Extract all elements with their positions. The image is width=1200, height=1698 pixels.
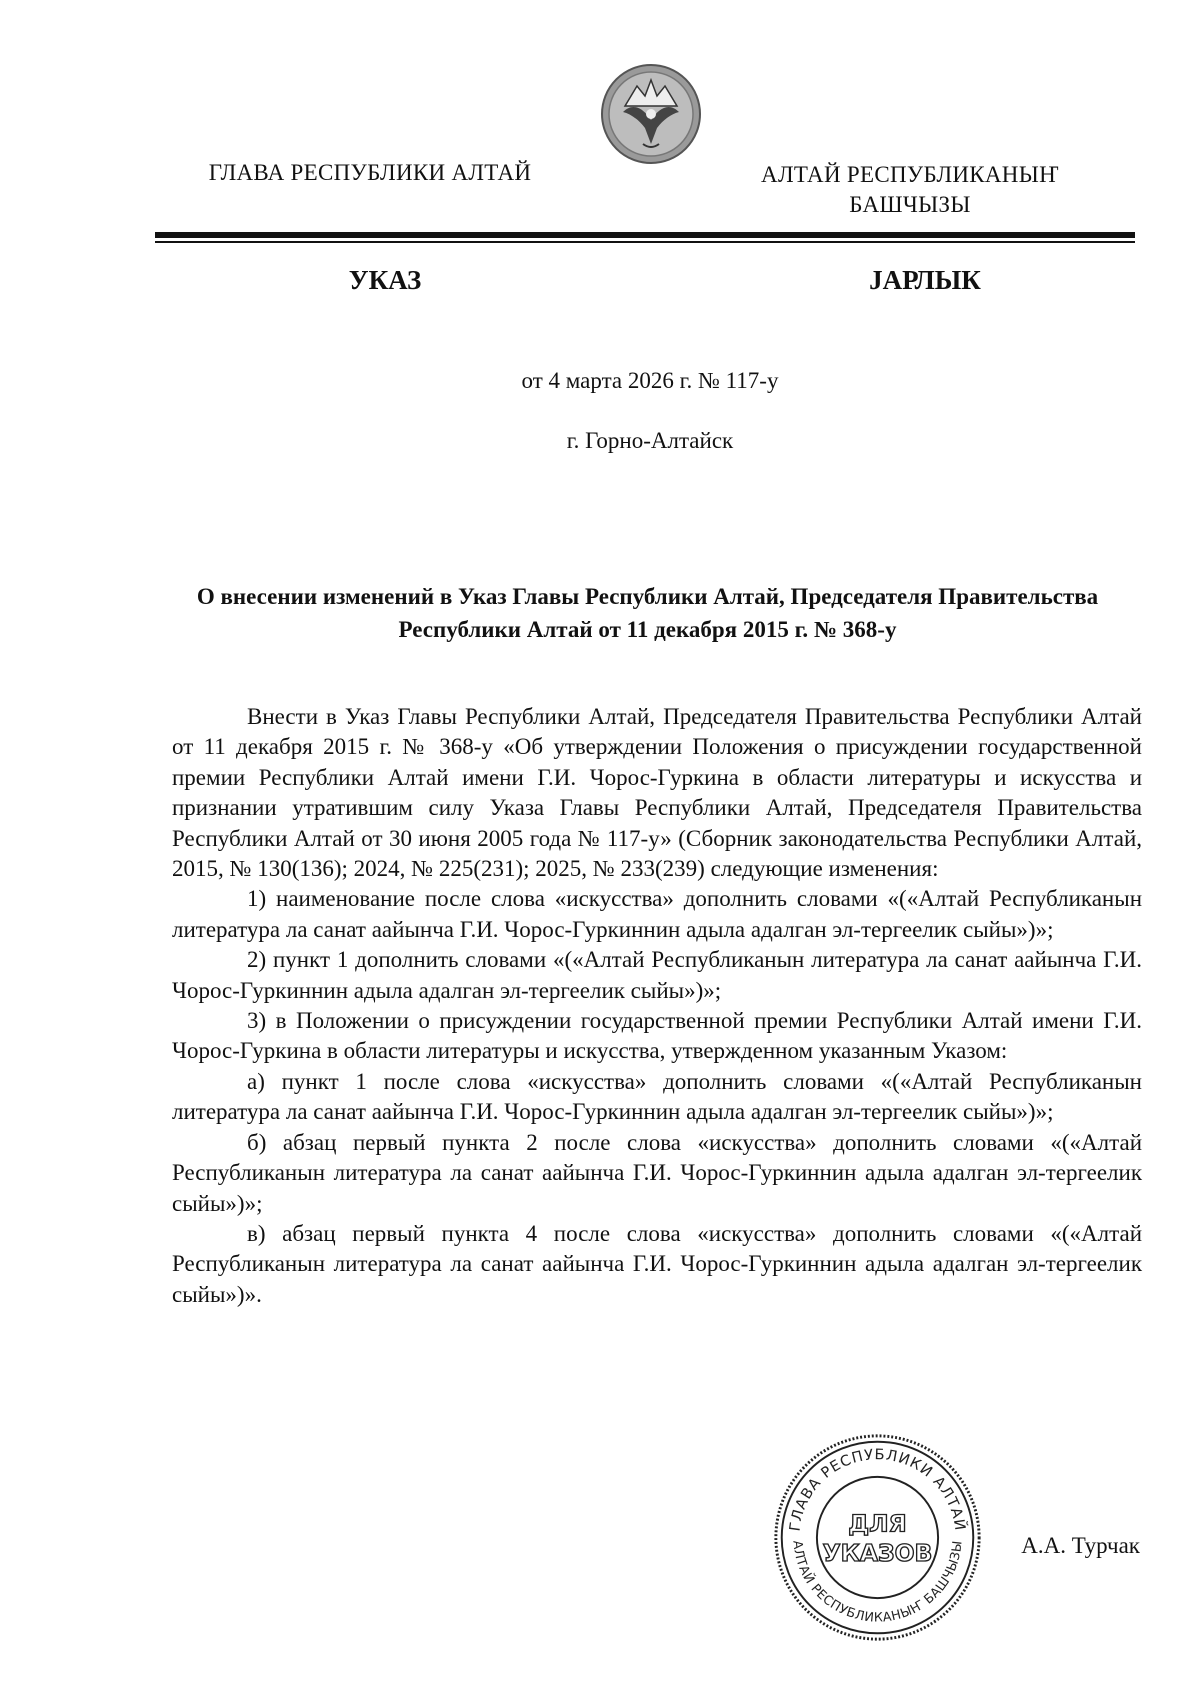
document-title-line1: О внесении изменений в Указ Главы Республики Алтай, Председателя Правительства: [196, 584, 1099, 609]
body-paragraph-item-2: 2) пункт 1 дополнить словами «(«Алтай Республиканын литература ла санат аайынча Г.И. Чорос-Гуркиннин адыла адалган эл-тергеелик сыйы»)»;: [172, 947, 1142, 1003]
header-authority-altai-line1: АЛТАЙ РЕСПУБЛИКАНЫҤ: [761, 162, 1059, 187]
signatory-name: А.А. Турчак: [1021, 1533, 1140, 1558]
header-authority-altai-line2: БАШЧЫЗЫ: [849, 192, 971, 217]
body-paragraph-item-3c: в) абзац первый пункта 4 после слова «искусства» дополнить словами «(«Алтай Республиканын литература ла санат аайынча Г.И. Чорос-Гуркиннин адыла адалган эл-тергеелик сыйы»)».: [172, 1220, 1142, 1307]
body-paragraph-item-3a: а) пункт 1 после слова «искусства» дополнить словами «(«Алтай Республиканын литература ла санат аайынча Г.И. Чорос-Гуркиннин адыла адалган эл-тергеелик сыйы»)»;: [172, 1068, 1142, 1125]
stamp-center-line1: ДЛЯ: [848, 1509, 907, 1538]
stamp-ring-top-text: ГЛАВА РЕСПУБЛИКИ АЛТАЙ: [786, 1446, 969, 1533]
stamp-center-line2: УКАЗОВ: [822, 1538, 933, 1567]
doc-type-ru: УКАЗ: [348, 265, 422, 295]
header-divider-thick: [155, 232, 1135, 238]
city: г. Горно-Алтайск: [566, 428, 734, 453]
header-authority-ru: ГЛАВА РЕСПУБЛИКИ АЛТАЙ: [208, 160, 532, 185]
document-body: [172, 702, 1142, 1310]
stamp-ring-bottom-text: АЛТАЙ РЕСПУБЛИКАНЫҤ БАШЧЫЗЫ: [790, 1539, 965, 1625]
header-authority-altai: [740, 160, 1080, 220]
date-and-number: от 4 марта 2026 г. № 117-у: [521, 368, 779, 393]
document-title: [160, 580, 1135, 646]
body-paragraph-item-3: 3) в Положении о присуждении государственной премии Республики Алтай имени Г.И. Чорос-Гуркина в области литературы и искусства, утвержденном указанным Указом:: [172, 1008, 1142, 1064]
header-divider-thin: [155, 241, 1135, 243]
coat-of-arms-emblem: [599, 62, 703, 166]
doc-type-altai: ЈАРЛЫК: [869, 265, 981, 295]
document-title-line2: Республики Алтай от 11 декабря 2015 г. № 368-у: [398, 617, 897, 642]
body-paragraph-item-1: 1) наименование после слова «искусства» дополнить словами «(«Алтай Республиканын литература ла санат аайынча Г.И. Чорос-Гуркиннин адыла адалган эл-тергеелик сыйы»)»;: [172, 886, 1142, 942]
body-paragraph-item-3b: б) абзац первый пункта 2 после слова «искусства» дополнить словами «(«Алтай Республиканын литература ла санат аайынча Г.И. Чорос-Гуркиннин адыла адалган эл-тергеелик сыйы»)»;: [172, 1129, 1142, 1216]
body-paragraph-intro: Внести в Указ Главы Республики Алтай, Председателя Правительства Республики Алтай от 11 декабря 2015 г. № 368-у «Об утверждении Положения о присуждении государственной премии Республики Алтай имени Г.И. Чорос-Гуркина в области литературы и искусства и признании утратившим силу Указа Главы Республики Алтай, Председателя Правительства Республики Алтай от 30 июня 2005 года № 117-у» (Сборник законодательства Республики Алтай, 2015, № 130(136); 2024, № 225(231); 2025, № 233(239) следующие изменения:: [172, 704, 1142, 882]
official-seal-stamp: [770, 1430, 985, 1645]
